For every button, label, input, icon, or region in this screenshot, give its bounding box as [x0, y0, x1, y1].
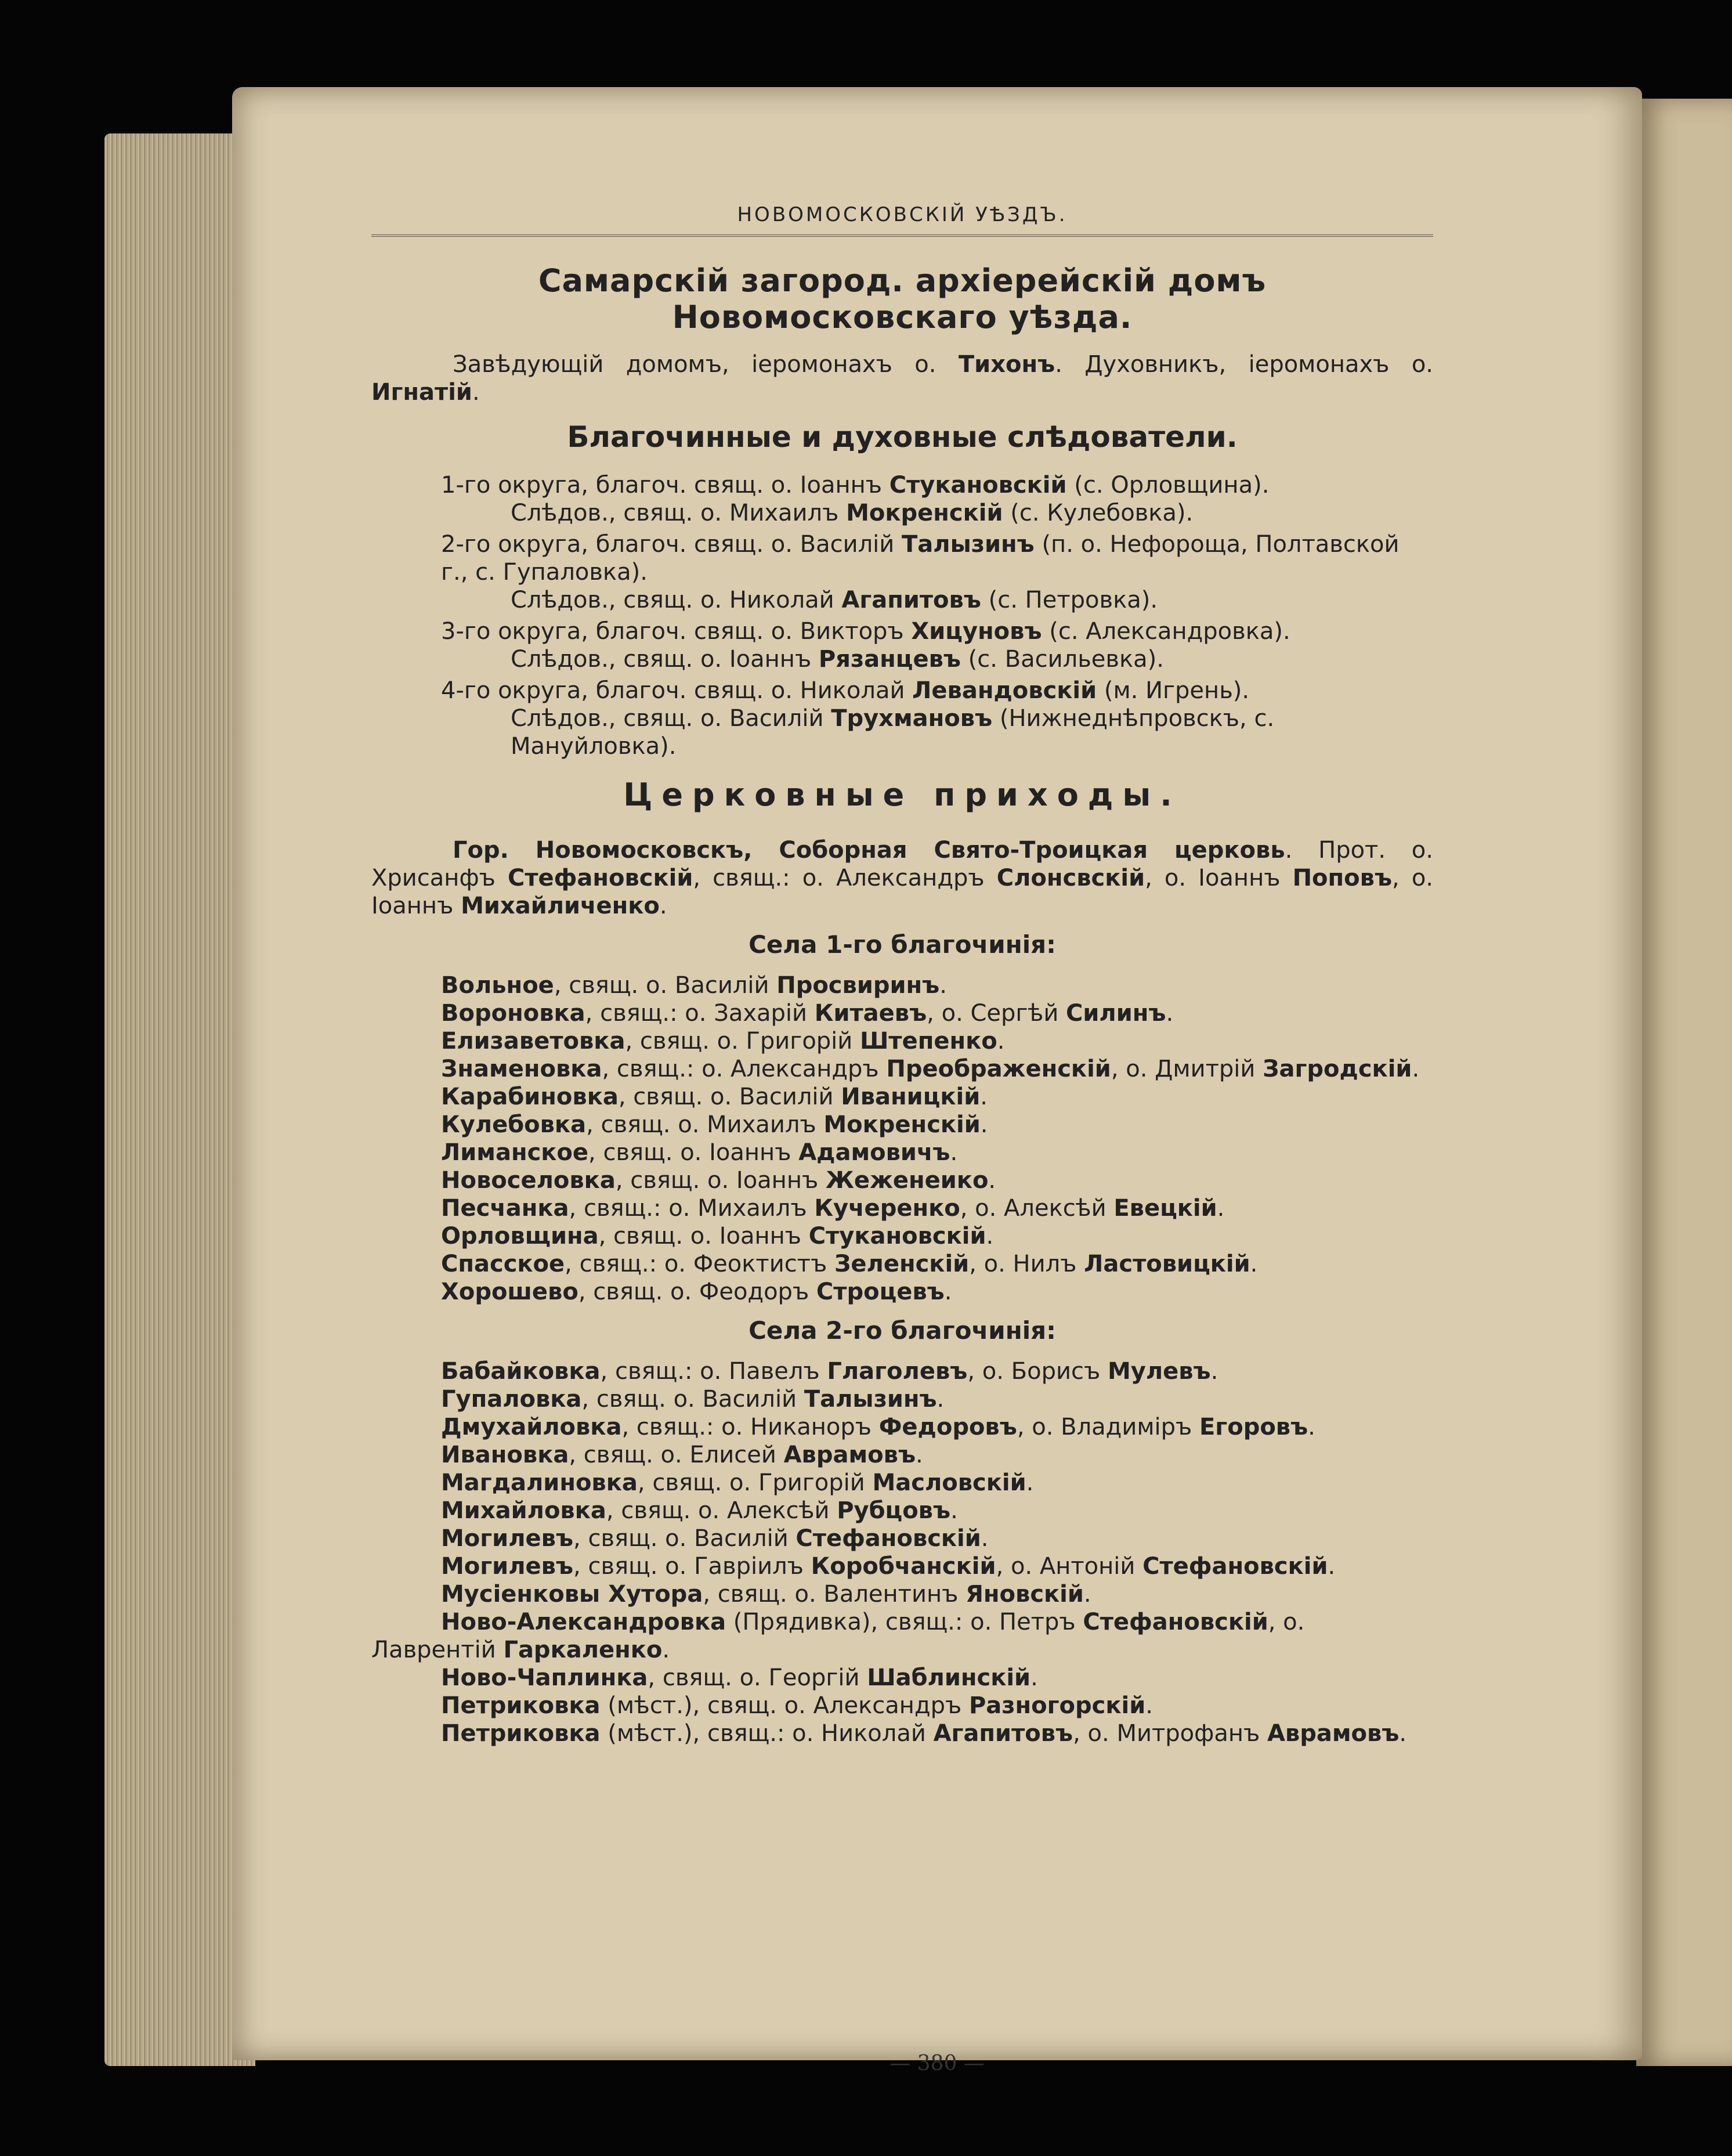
facing-page-edge [1636, 99, 1732, 2066]
parish-entry: Бабайковка, свящ.: о. Павелъ Глаголевъ, о. Борисъ Мулевъ. [441, 1358, 1218, 1385]
okrug-entry: 4-го округа, благоч. свящ. о. Николай Левандовскій (м. Игрень). Слѣдов., свящ. о. Василій Трухмановъ (Нижнеднѣпровскъ, с. Мануйловка). [441, 677, 1275, 760]
parish-entry: Мусіенковы Хутора, свящ. о. Валентинъ Яновскій. [441, 1581, 1091, 1608]
parish-entry: Петриковка (мѣст.), свящ. о. Александръ Разногорскій. [441, 1692, 1153, 1719]
book-page [232, 87, 1642, 2075]
parish-entry: Знаменовка, свящ.: о. Александръ Преображенскій, о. Дмитрій Загродскій. [441, 1056, 1420, 1082]
parish-entry: Ивановка, свящ. о. Елисей Аврамовъ. [441, 1442, 923, 1468]
okrug-entry: 1-го округа, благоч. свящ. о. Іоаннъ Стукановскій (с. Орловщина). Слѣдов., свящ. о. Михаилъ Мокренскій (с. Кулебовка). [441, 472, 1270, 526]
parish-entry: Орловщина, свящ. о. Іоаннъ Стукановскій. [441, 1223, 994, 1249]
sela1-list [371, 972, 1433, 1306]
sobor-paragraph: Гор. Новомосковскъ, Соборная Свято-Троицкая церковь. Прот. о. Хрисанфъ Стефановскій, свящ.: о. Александръ Слонсвскій, о. Іоаннъ Поповъ, о. Іоаннъ Михайличенко. [371, 837, 1434, 919]
section-title-archiereyskiy-dom: Самарскій загород. архіерейскій домъ Новомосковскаго уѣзда. [538, 262, 1267, 335]
sela2-list [371, 1357, 1433, 1747]
okrug-entry: 3-го округа, благоч. свящ. о. Викторъ Хицуновъ (с. Александровка). Слѣдов., свящ. о. Іоаннъ Рязанцевъ (с. Васильевка). [441, 618, 1290, 673]
parish-entry: Песчанка, свящ.: о. Михаилъ Кучеренко, о. Алексѣй Евецкій. [441, 1195, 1225, 1222]
parish-entry: Кулебовка, свящ. о. Михаилъ Мокренскій. [441, 1111, 988, 1138]
house-staff-paragraph: Завѣдующій домомъ, іеромонахъ о. Тихонъ. Духовникъ, іеромонахъ о. Игнатій. [371, 351, 1434, 406]
parish-entry: Могилевъ, свящ. о. Василій Стефановскій. [441, 1525, 989, 1552]
parish-entry: Новоселовка, свящ. о. Іоаннъ Жеженеико. [441, 1167, 996, 1194]
parish-entry: Михайловка, свящ. о. Алексѣй Рубцовъ. [441, 1497, 958, 1524]
subsection-title-sela-2: Села 2-го благочинія: [749, 1316, 1056, 1345]
parish-entry: Петриковка (мѣст.), свящ.: о. Николай Агапитовъ, о. Митрофанъ Аврамовъ. [441, 1720, 1407, 1747]
parish-entry: Вольное, свящ. о. Василій Просвиринъ. [441, 972, 947, 999]
parish-entry: Магдалиновка, свящ. о. Григорій Масловскій. [441, 1469, 1034, 1496]
parish-entry: Лиманское, свящ. о. Іоаннъ Адамовичъ. [441, 1139, 958, 1166]
parish-entry: Карабиновка, свящ. о. Василій Иваницкій. [441, 1084, 988, 1110]
parish-entry: Елизаветовка, свящ. о. Григорій Штепенко. [441, 1028, 1005, 1054]
running-head: НОВОМОСКОВСКІЙ УѢЗДЪ. [371, 203, 1433, 237]
subsection-title-sela-1: Села 1-го благочинія: [749, 930, 1056, 959]
okrug-entry: 2-го округа, благоч. свящ. о. Василій Талызинъ (п. о. Нефороща, Полтавской г., с. Гупаловка). Слѣдов., свящ. о. Николай Агапитовъ (с. Петровка). [441, 531, 1400, 613]
parish-entry: Вороновка, свящ.: о. Захарій Китаевъ, о. Сергѣй Силинъ. [441, 1000, 1174, 1027]
parish-entry: Гупаловка, свящ. о. Василій Талызинъ. [441, 1386, 945, 1413]
parish-entry: Ново-Александровка (Прядивка), свящ.: о. Петръ Стефановскій, о. Лаврентій Гаркаленко. [371, 1609, 1305, 1663]
page-number: — 380 — [889, 2052, 985, 2075]
section-title-blagochinnye: Благочинные и духовные слѣдователи. [567, 420, 1238, 454]
parish-entry: Ново-Чаплинка, свящ. о. Георгій Шаблинскій. [441, 1664, 1038, 1691]
section-title-parishes: Церковные приходы. [623, 777, 1181, 813]
parish-entry: Могилевъ, свящ. о. Гавріилъ Коробчанскій, о. Антоній Стефановскій. [441, 1553, 1336, 1580]
page-content [371, 203, 1433, 1747]
parish-entry: Хорошево, свящ. о. Феодоръ Строцевъ. [441, 1279, 952, 1305]
parish-entry: Дмухайловка, свящ.: о. Никаноръ Федоровъ, о. Владиміръ Егоровъ. [441, 1414, 1315, 1440]
parish-entry: Спасское, свящ.: о. Феоктистъ Зеленскій, о. Нилъ Ластовицкій. [441, 1251, 1258, 1277]
